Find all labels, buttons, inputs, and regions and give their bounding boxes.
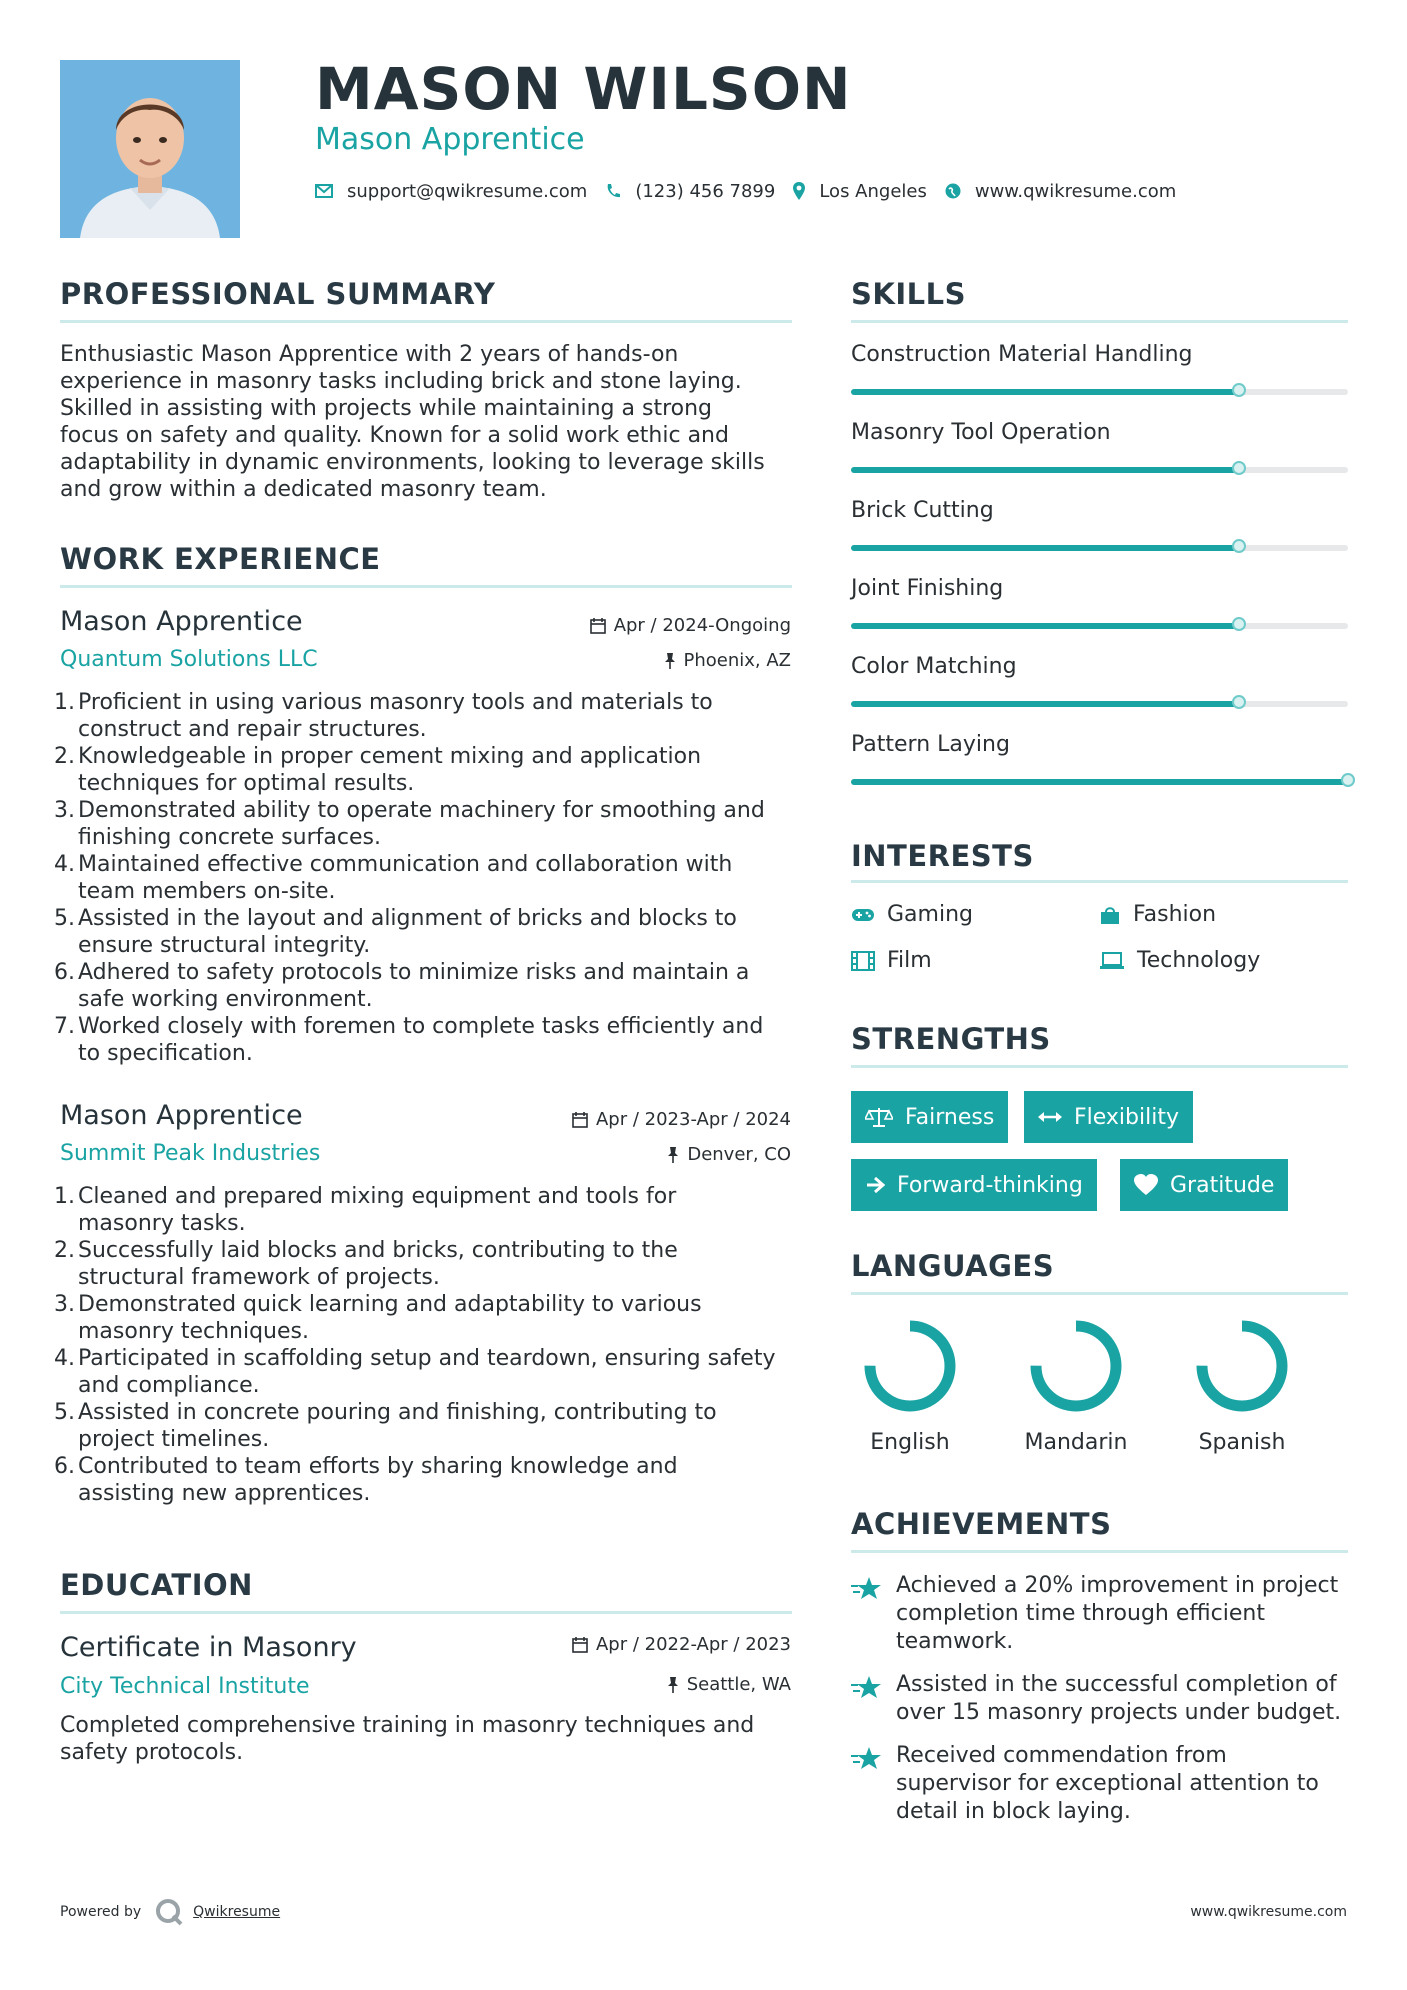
item-line: masonry tasks.	[78, 1211, 246, 1236]
achievement-item	[896, 1572, 1356, 1656]
summary-text	[60, 341, 792, 503]
item-number: 4.	[54, 852, 75, 877]
map-pin-icon	[793, 182, 805, 200]
job-company: Quantum Solutions LLC	[60, 647, 318, 672]
job-duties-list	[54, 689, 800, 1067]
achievement-line: Assisted in the successful completion of	[896, 1672, 1337, 1697]
contact-location-text: Los Angeles	[819, 180, 927, 202]
skills-title: SKILLS	[851, 277, 966, 311]
item-line: team members on-site.	[78, 879, 336, 904]
achievement-item	[896, 1742, 1356, 1826]
arrow-right-icon	[865, 1175, 885, 1195]
list-item	[54, 905, 800, 959]
list-item	[54, 1291, 800, 1345]
item-line: Contributed to team efforts by sharing knowledge and	[78, 1454, 678, 1479]
star-badge-icon	[851, 1675, 883, 1701]
skill-bar-handle	[1232, 461, 1246, 475]
skill-label: Pattern Laying	[851, 732, 1010, 757]
item-number: 3.	[54, 1292, 75, 1317]
languages-rule	[851, 1292, 1348, 1295]
pushpin-icon	[664, 653, 676, 669]
strengths-rule	[851, 1065, 1348, 1068]
list-item	[54, 1345, 800, 1399]
experience-title: WORK EXPERIENCE	[60, 542, 381, 576]
skill-bar-fill	[851, 701, 1239, 707]
skill-bar	[851, 779, 1348, 785]
language-item	[1011, 1316, 1141, 1455]
contact-phone-text: (123) 456 7899	[635, 180, 776, 202]
job-title: Mason Apprentice	[60, 606, 303, 637]
item-number: 1.	[54, 1184, 75, 1209]
skill-bar-handle	[1232, 383, 1246, 397]
powered-by-label: Powered by	[60, 1904, 142, 1920]
job-date	[590, 614, 791, 638]
skill-bar-handle	[1232, 617, 1246, 631]
interest-label: Film	[887, 948, 932, 973]
list-item	[54, 1399, 800, 1453]
skill-bar-handle	[1341, 773, 1355, 787]
item-line: safe working environment.	[78, 987, 373, 1012]
interest-film	[851, 948, 932, 973]
skill-bar-handle	[1232, 539, 1246, 553]
education-location	[667, 1673, 791, 1697]
laptop-icon	[1099, 952, 1125, 970]
globe-icon	[945, 183, 961, 199]
achievement-line: Achieved a 20% improvement in project	[896, 1573, 1339, 1598]
item-line: and compliance.	[78, 1373, 260, 1398]
item-line: Proficient in using various masonry tools and materials to	[78, 690, 713, 715]
language-label: Spanish	[1198, 1430, 1286, 1455]
item-line: Participated in scaffolding setup and teardown, ensuring safety	[78, 1346, 776, 1371]
item-line: Cleaned and prepared mixing equipment and tools for	[78, 1184, 677, 1209]
interest-gaming	[851, 902, 973, 927]
skill-bar	[851, 467, 1348, 473]
item-line: Adhered to safety protocols to minimize risks and maintain a	[78, 960, 750, 985]
qwikresume-logo-icon	[155, 1898, 183, 1926]
strength-forward-thinking	[851, 1159, 1097, 1211]
item-number: 5.	[54, 1400, 75, 1425]
item-line: masonry techniques.	[78, 1319, 309, 1344]
achievement-line: teamwork.	[896, 1629, 1014, 1654]
interest-label: Gaming	[887, 902, 973, 927]
film-icon	[851, 951, 875, 971]
achievement-line: supervisor for exceptional attention to	[896, 1771, 1319, 1796]
summary-title: PROFESSIONAL SUMMARY	[60, 277, 496, 311]
item-line: techniques for optimal results.	[78, 771, 415, 796]
list-item	[54, 1183, 800, 1237]
language-item	[845, 1316, 975, 1455]
skill-bar	[851, 545, 1348, 551]
candidate-name: MASON WILSON	[315, 55, 852, 123]
education-rule	[60, 1611, 792, 1614]
job-location-text: Phoenix, AZ	[683, 650, 791, 671]
list-item	[54, 689, 800, 743]
pushpin-icon	[667, 1147, 679, 1163]
interest-label: Technology	[1137, 948, 1261, 973]
summary-line: adaptability in dynamic environments, looking to leverage skills	[60, 450, 765, 475]
job-title: Mason Apprentice	[60, 1100, 303, 1131]
item-line: Successfully laid blocks and bricks, contributing to the	[78, 1238, 678, 1263]
summary-line: experience in masonry tasks including brick and stone laying.	[60, 369, 742, 394]
language-ring	[860, 1316, 960, 1416]
skill-bar-fill	[851, 545, 1239, 551]
summary-line: focus on safety and quality. Known for a solid work ethic and	[60, 423, 729, 448]
language-label: English	[870, 1430, 950, 1455]
skill-bar	[851, 701, 1348, 707]
strength-flexibility	[1024, 1091, 1193, 1143]
calendar-icon	[572, 1637, 588, 1653]
item-line: ensure structural integrity.	[78, 933, 371, 958]
list-item	[54, 743, 800, 797]
calendar-icon	[590, 618, 606, 634]
education-location-text: Seattle, WA	[686, 1674, 791, 1695]
item-number: 6.	[54, 1454, 75, 1479]
item-number: 5.	[54, 906, 75, 931]
strength-label: Forward-thinking	[897, 1172, 1083, 1198]
item-number: 2.	[54, 744, 75, 769]
experience-rule	[60, 585, 792, 588]
interest-fashion	[1099, 902, 1216, 927]
envelope-icon	[315, 184, 333, 198]
phone-icon	[605, 183, 621, 199]
item-line: Maintained effective communication and collaboration with	[78, 852, 733, 877]
education-description	[60, 1712, 800, 1766]
education-date	[572, 1633, 791, 1657]
shopping-bag-icon	[1099, 904, 1121, 926]
contact-bar	[315, 178, 1194, 204]
list-item	[54, 959, 800, 1013]
language-ring	[1026, 1316, 1126, 1416]
list-item	[54, 797, 800, 851]
item-line: Demonstrated ability to operate machinery for smoothing and	[78, 798, 765, 823]
interests-rule	[851, 880, 1348, 883]
item-line: assisting new apprentices.	[78, 1481, 371, 1506]
interest-technology	[1099, 948, 1260, 973]
item-line: Knowledgeable in proper cement mixing and application	[78, 744, 702, 769]
contact-email-text: support@qwikresume.com	[347, 180, 588, 202]
skill-label: Color Matching	[851, 654, 1017, 679]
contact-email[interactable]	[315, 181, 587, 202]
item-number: 7.	[54, 1014, 75, 1039]
achievement-line: detail in block laying.	[896, 1799, 1131, 1824]
language-ring-arc	[1202, 1326, 1282, 1406]
skills-rule	[851, 320, 1348, 323]
item-line: Assisted in concrete pouring and finishing, contributing to	[78, 1400, 717, 1425]
item-line: finishing concrete surfaces.	[78, 825, 381, 850]
skill-bar-handle	[1232, 695, 1246, 709]
skill-label: Joint Finishing	[851, 576, 1004, 601]
balance-scale-icon	[865, 1106, 893, 1128]
education-line: Completed comprehensive training in masonry techniques and	[60, 1713, 755, 1738]
language-ring-arc	[870, 1326, 950, 1406]
skill-bar	[851, 389, 1348, 395]
language-label: Mandarin	[1024, 1430, 1128, 1455]
achievements-rule	[851, 1550, 1348, 1553]
skill-label: Brick Cutting	[851, 498, 994, 523]
skill-bar-fill	[851, 389, 1239, 395]
item-number: 1.	[54, 690, 75, 715]
list-item	[54, 851, 800, 905]
skill-bar-fill	[851, 623, 1239, 629]
achievement-line: Received commendation from	[896, 1743, 1227, 1768]
achievement-line: completion time through efficient	[896, 1601, 1265, 1626]
item-number: 2.	[54, 1238, 75, 1263]
arrows-horizontal-icon	[1038, 1110, 1062, 1124]
item-line: to specification.	[78, 1041, 253, 1066]
achievement-item	[896, 1671, 1356, 1727]
skill-label: Construction Material Handling	[851, 342, 1193, 367]
contact-website-text: www.qwikresume.com	[974, 180, 1177, 202]
item-line: project timelines.	[78, 1427, 270, 1452]
footer-powered-by	[60, 1898, 280, 1926]
summary-line: Enthusiastic Mason Apprentice with 2 years of hands-on	[60, 342, 679, 367]
strength-gratitude	[1120, 1159, 1288, 1211]
item-number: 6.	[54, 960, 75, 985]
strength-fairness	[851, 1091, 1008, 1143]
education-title: EDUCATION	[60, 1568, 253, 1602]
pushpin-icon	[667, 1677, 679, 1693]
calendar-icon	[572, 1112, 588, 1128]
contact-website[interactable]	[945, 181, 1176, 202]
strength-label: Gratitude	[1170, 1172, 1275, 1198]
education-degree: Certificate in Masonry	[60, 1632, 357, 1663]
achievements-title: ACHIEVEMENTS	[851, 1507, 1112, 1541]
skill-bar-fill	[851, 467, 1239, 473]
qwikresume-link[interactable]: Qwikresume	[193, 1904, 281, 1920]
item-line: Demonstrated quick learning and adaptability to various	[78, 1292, 702, 1317]
item-line: construct and repair structures.	[78, 717, 427, 742]
education-date-text: Apr / 2022-Apr / 2023	[595, 1634, 791, 1655]
item-line: structural framework of projects.	[78, 1265, 440, 1290]
footer-website[interactable]: www.qwikresume.com	[1190, 1904, 1347, 1920]
summary-rule	[60, 320, 792, 323]
languages-title: LANGUAGES	[851, 1249, 1055, 1283]
star-badge-icon	[851, 1746, 883, 1772]
strength-label: Flexibility	[1074, 1104, 1179, 1130]
achievement-line: over 15 masonry projects under budget.	[896, 1700, 1342, 1725]
item-line: Worked closely with foremen to complete tasks efficiently and	[78, 1014, 764, 1039]
skill-bar	[851, 623, 1348, 629]
interests-title: INTERESTS	[851, 839, 1034, 873]
education-school: City Technical Institute	[60, 1674, 310, 1699]
job-duties-list	[54, 1183, 800, 1507]
candidate-role: Mason Apprentice	[315, 122, 585, 157]
contact-phone[interactable]	[605, 181, 775, 202]
skill-bar-fill	[851, 779, 1348, 785]
interest-label: Fashion	[1133, 902, 1217, 927]
summary-line: and grow within a dedicated masonry team.	[60, 477, 547, 502]
language-ring-arc	[1036, 1326, 1116, 1406]
strengths-title: STRENGTHS	[851, 1022, 1051, 1056]
job-date-text: Apr / 2023-Apr / 2024	[595, 1109, 791, 1130]
item-number: 4.	[54, 1346, 75, 1371]
job-location	[667, 1143, 791, 1167]
contact-location	[793, 181, 927, 202]
job-date-text: Apr / 2024-Ongoing	[613, 615, 791, 636]
summary-line: Skilled in assisting with projects while maintaining a strong	[60, 396, 713, 421]
gamepad-icon	[851, 907, 875, 923]
language-item	[1177, 1316, 1307, 1455]
list-item	[54, 1237, 800, 1291]
job-location-text: Denver, CO	[687, 1144, 791, 1165]
item-line: Assisted in the layout and alignment of bricks and blocks to	[78, 906, 737, 931]
job-date	[572, 1108, 791, 1132]
heart-icon	[1134, 1174, 1158, 1196]
strength-label: Fairness	[905, 1104, 995, 1130]
item-number: 3.	[54, 798, 75, 823]
list-item	[54, 1013, 800, 1067]
star-badge-icon	[851, 1576, 883, 1602]
job-company: Summit Peak Industries	[60, 1141, 321, 1166]
language-ring	[1192, 1316, 1292, 1416]
skill-label: Masonry Tool Operation	[851, 420, 1111, 445]
list-item	[54, 1453, 800, 1507]
profile-photo	[60, 60, 240, 238]
education-line: safety protocols.	[60, 1740, 244, 1765]
job-location	[664, 649, 792, 673]
